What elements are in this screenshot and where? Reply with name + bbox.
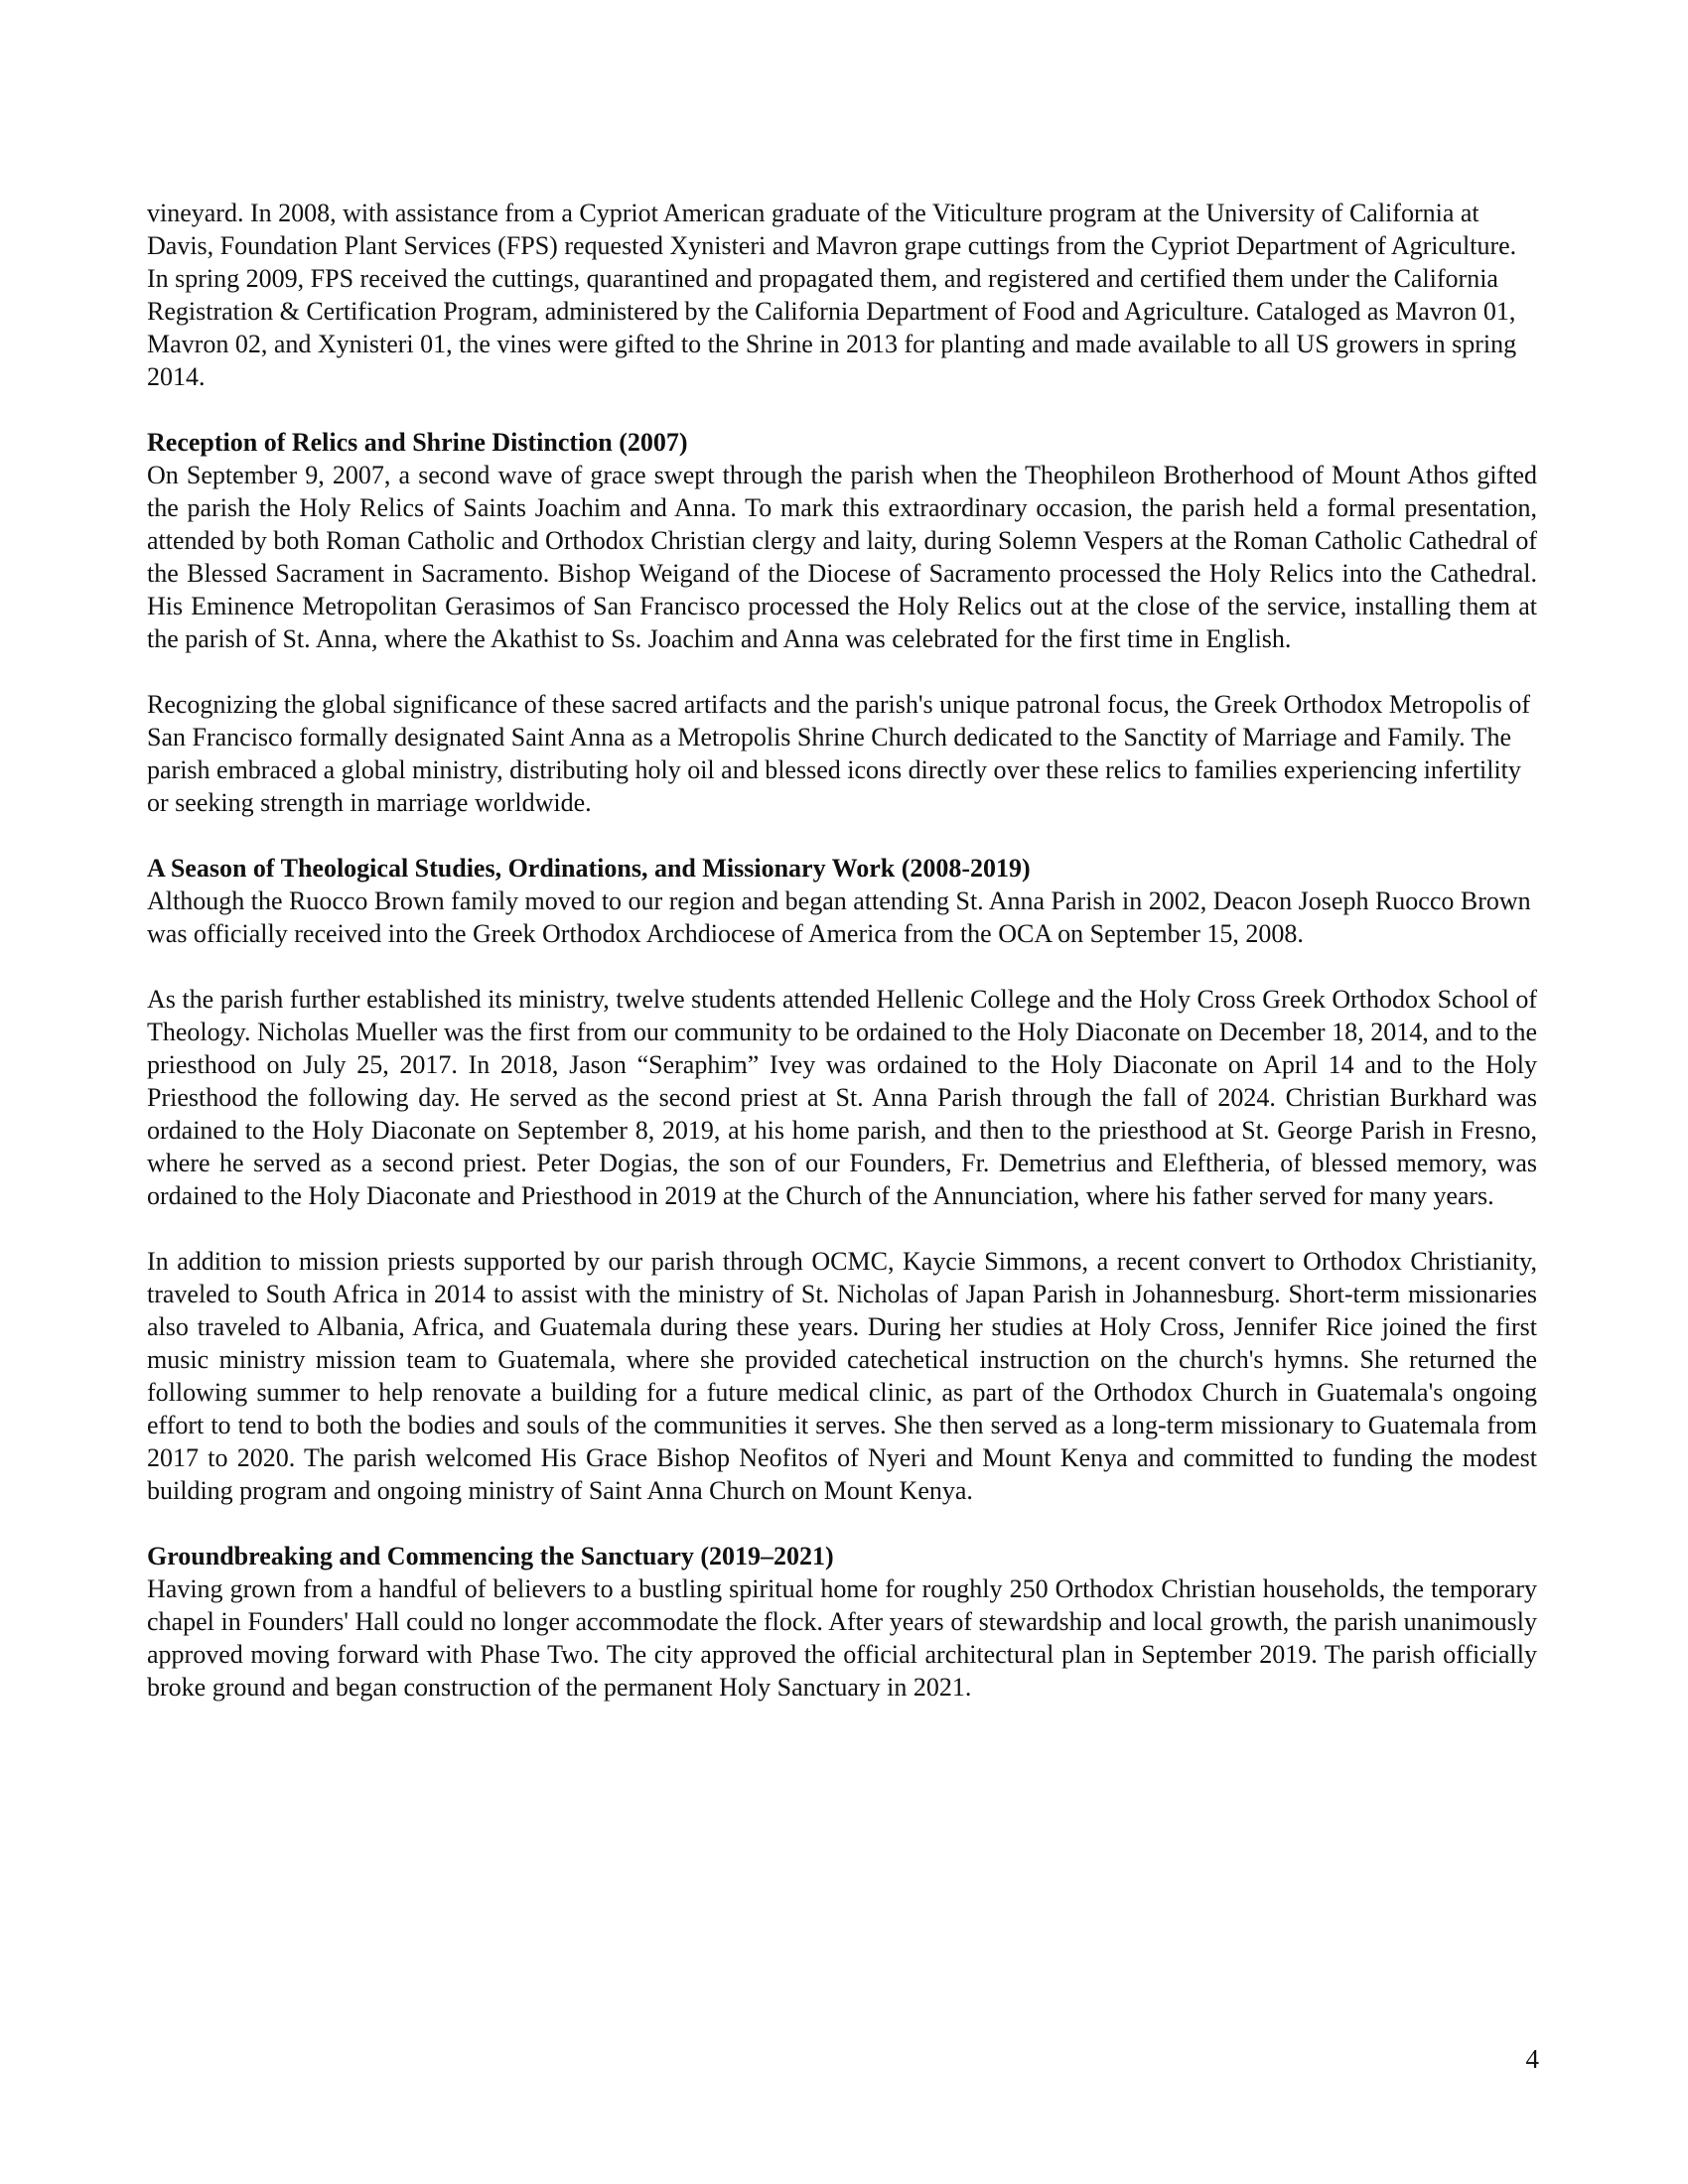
page-number: 4 xyxy=(1525,2044,1539,2074)
paragraph-deacon-received: Although the Ruocco Brown family moved to our region and began attending St. Anna Parish in 2002, Deacon Joseph Ruocco Brown was officially received into the Greek Orthodox Archdiocese of America from the OCA on September 15, 2008. xyxy=(147,887,1531,948)
paragraph-relics: On September 9, 2007, a second wave of grace swept through the parish when the Theophileon Brotherhood of Mount Athos gifted the parish the Holy Relics of Saints Joachim and Anna. To mark this extraordinary occasion, the parish held a formal presentation, attended by both Roman Catholic and Orthodox Christian clergy and laity, during Solemn Vespers at the Roman Catholic Cathedral of the Blessed Sacrament in Sacramento. Bishop Weigand of the Diocese of Sacramento processed the Holy Relics into the Cathedral. His Eminence Metropolitan Gerasimos of San Francisco processed the Holy Relics out at the close of the service, installing them at the parish of St. Anna, where the Akathist to Ss. Joachim and Anna was celebrated for the first time in English. xyxy=(147,461,1537,653)
paragraph-missionary-work: In addition to mission priests supported by our parish through OCMC, Kaycie Simmons, a recent convert to Orthodox Christianity, traveled to South Africa in 2014 to assist with the ministry of St. Nicholas of Japan Parish in Johannesburg. Short-term missionaries also traveled to Albania, Africa, and Guatemala during these years. During her studies at Holy Cross, Jennifer Rice joined the first music ministry mission team to Guatemala, where she provided catechetical instruction on the church's hymns. She returned the following summer to help renovate a building for a future medical clinic, as part of the Orthodox Church in Guatemala's ongoing effort to tend to both the bodies and souls of the communities it serves. She then served as a long-term missionary to Guatemala from 2017 to 2020. The parish welcomed His Grace Bishop Neofitos of Nyeri and Mount Kenya and committed to funding the modest building program and ongoing ministry of Saint Anna Church on Mount Kenya. xyxy=(147,1247,1537,1505)
paragraph-gap xyxy=(147,1507,1537,1540)
section-heading-theological-studies: A Season of Theological Studies, Ordinations, and Missionary Work (2008-2019) xyxy=(147,854,1031,883)
paragraph-vineyard: vineyard. In 2008, with assistance from a Cypriot American graduate of the Viticulture program at the University of California at Davis, Foundation Plant Services (FPS) requested Xynisteri and Mavron grape cuttings from the Cypriot Department of Agriculture. In spring 2009, FPS received the cuttings, quarantined and propagated them, and registered and certified them under the California Registration & Certification Program, administered by the California Department of Food and Agriculture. Cataloged as Mavron 01, Mavron 02, and Xynisteri 01, the vines were gifted to the Shrine in 2013 for planting and made available to all US growers in spring 2014. xyxy=(147,199,1517,391)
document-page xyxy=(147,197,1537,1704)
paragraph-gap xyxy=(147,393,1537,426)
paragraph-shrine-designation: Recognizing the global significance of these sacred artifacts and the parish's unique patronal focus, the Greek Orthodox Metropolis of San Francisco formally designated Saint Anna as a Metropolis Shrine Church dedicated to the Sanctity of Marriage and Family. The parish embraced a global ministry, distributing holy oil and blessed icons directly over these relics to families experiencing infertility or seeking strength in marriage worldwide. xyxy=(147,690,1531,817)
paragraph-gap xyxy=(147,819,1537,852)
paragraph-groundbreaking: Having grown from a handful of believers to a bustling spiritual home for roughly 250 Orthodox Christian households, the temporary chapel in Founders' Hall could no longer accommodate the flock. After years of stewardship and local growth, the parish unanimously approved moving forward with Phase Two. The city approved the official architectural plan in September 2019. The parish officially broke ground and began construction of the permanent Holy Sanctuary in 2021. xyxy=(147,1574,1537,1702)
paragraph-ordinations: As the parish further established its ministry, twelve students attended Hellenic College and the Holy Cross Greek Orthodox School of Theology. Nicholas Mueller was the first from our community to be ordained to the Holy Diaconate on December 18, 2014, and to the priesthood on July 25, 2017. In 2018, Jason “Seraphim” Ivey was ordained to the Holy Diaconate on April 14 and to the Holy Priesthood the following day. He served as the second priest at St. Anna Parish through the fall of 2024. Christian Burkhard was ordained to the Holy Diaconate on September 8, 2019, at his home parish, and then to the priesthood at St. George Parish in Fresno, where he served as a second priest. Peter Dogias, the son of our Founders, Fr. Demetrius and Eleftheria, of blessed memory, was ordained to the Holy Diaconate and Priesthood in 2019 at the Church of the Annunciation, where his father served for many years. xyxy=(147,985,1537,1210)
paragraph-gap xyxy=(147,655,1537,688)
paragraph-gap xyxy=(147,950,1537,983)
paragraph-gap xyxy=(147,1212,1537,1245)
section-heading-groundbreaking: Groundbreaking and Commencing the Sanctuary (2019–2021) xyxy=(147,1542,834,1570)
section-heading-relics: Reception of Relics and Shrine Distinction (2007) xyxy=(147,428,688,457)
